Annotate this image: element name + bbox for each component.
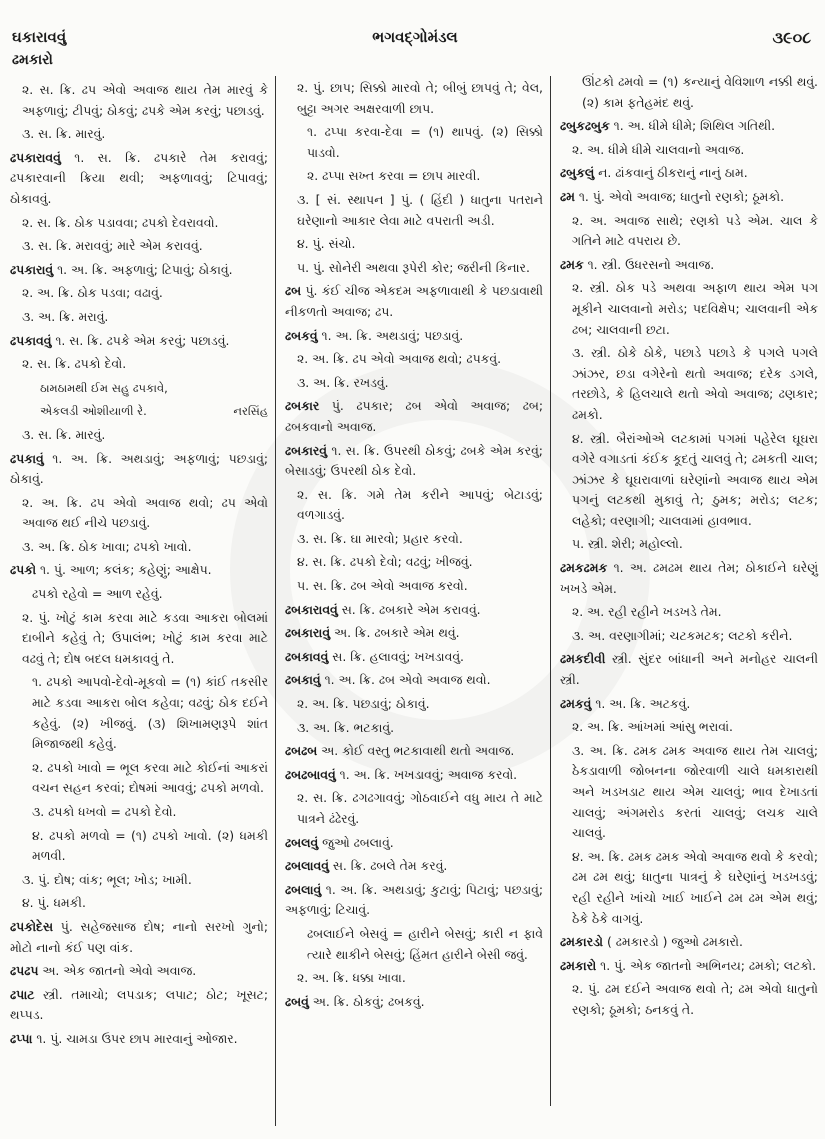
definition-text: પું. સહેજસાજ દોષ; નાનો સરખો ગુનો; મોટો નાનો કંઈ પણ વાંક. — [10, 918, 268, 955]
definition-text: ૫. પું. સોનેરી અથવા રૂપેરી કોર; જરીની કિનાર. — [297, 259, 530, 275]
headword: ઢપકોદેસ — [10, 918, 54, 934]
entry-sense — [560, 741, 818, 844]
headword: ઢમકારો — [560, 957, 597, 973]
definition-text: ૨. પું. ઢમ દઈને અવાજ થવો તે; ઢમ એવો ધાતુનો રણકો; ઠૂમકો; ઠનકવું તે. — [572, 981, 818, 1017]
definition-text: ૩. ઢપકો ધખવો = ઢપકો દેવો. — [32, 804, 177, 819]
definition-text: ૨. ઢપ્પા સખ્ત કરવા = છાપ મારવી. — [307, 168, 481, 184]
entry-sense — [560, 534, 818, 555]
column-left — [10, 80, 268, 1053]
dictionary-entry — [560, 163, 818, 184]
entry-sense — [285, 373, 543, 394]
page-number: ૩૯૦૮ — [772, 28, 811, 47]
headword: ઢપકાવું — [10, 450, 44, 466]
definition-text: ૨. અ. ક્રિ. આંખમાં આંસુ ભરાવાં. — [572, 719, 733, 735]
definition-text: ૪. પું. ધમકી. — [22, 895, 86, 911]
headword: ઢપઢપ — [10, 963, 39, 979]
dictionary-entry — [560, 255, 818, 276]
definition-text: અ. ક્રિ. ઠોકવું; ઢબકવું. — [308, 993, 425, 1009]
entry-sense — [10, 354, 268, 375]
definition-text: ૧. અ. ક્રિ. અથડાવું; કુટાવું; પિટાવું; પછડાવું; અફળાવું; ટિચાવું. — [285, 881, 543, 918]
headword: ઢબ — [285, 283, 302, 299]
entry-sense — [10, 236, 268, 257]
column-right — [560, 72, 818, 1024]
entry-sense — [560, 979, 818, 1020]
dictionary-entry — [285, 856, 543, 877]
dictionary-entry — [560, 187, 818, 208]
entry-sense — [10, 80, 268, 121]
headword: ઢબુકલું — [560, 165, 595, 181]
entry-sense — [10, 425, 268, 446]
definition-text: ૩. [ સં. સ્થાપન ] પું. ( હિંદી ) ધાતુના પતરાને ઘરેણાનો આકાર લેવા માટે વપરાતી અડી. — [297, 191, 543, 228]
definition-text: ૨. સ. ક્રિ. ઠોક પડાવવા; ઢપકો દેવરાવવો. — [22, 214, 219, 230]
dictionary-entry — [10, 985, 268, 1026]
definition-text: ઊંટકો ઢમવો = (૧) કન્યાનું વેવિશાળ નક્કી થવું. (૨) કામ ફતેહમંદ થવું. — [582, 74, 818, 110]
dictionary-entry — [285, 992, 543, 1013]
entry-sense — [10, 213, 268, 234]
entry-sense — [10, 608, 268, 670]
entry-sense — [285, 694, 543, 715]
definition-text: ૪. અ. ક્રિ. ઢમક ઢમક એવો અવાજ થવો કે કરવો; ઢમ ઢમ થવું; ધાતુના પાત્રનું કે ઘરેણાંનું ખડખડવું; રહી રહીને ખાંચો ખાઈ ખાઈને ઢમ ઢમ એમ થવું; ઠેકે ઠેકે વાગવું. — [572, 848, 818, 926]
headword: ઢબઢબ — [285, 743, 318, 759]
dictionary-entry — [10, 449, 268, 490]
quote-attribution: નરસિંહ — [233, 404, 268, 419]
dictionary-entry — [285, 281, 543, 322]
definition-text: ૨. સ. ક્રિ. ઢપકો દેવો. — [22, 356, 127, 372]
definition-text: ૧. અ. ક્રિ. ખખડાવવું; અવાજ કરવો. — [335, 766, 518, 782]
definition-text: સ. ક્રિ. હલાવવું; ખખડાવવું. — [328, 648, 464, 664]
entry-sense — [285, 788, 543, 829]
dictionary-entry — [560, 694, 818, 715]
definition-text: ૪. પું. સંચો. — [297, 236, 356, 252]
entry-sense — [560, 343, 818, 425]
dictionary-entry — [285, 833, 543, 854]
definition-text: ન. ઢાંકવાનું ઠીકરાનું નાનું ઠામ. — [594, 165, 748, 181]
entry-sense — [285, 190, 543, 231]
entry-sense — [560, 717, 818, 738]
headword: ઢમક — [560, 256, 584, 272]
definition-text: ૨. અ. રહી રહીને ખડખડે તેમ. — [572, 604, 722, 620]
dictionary-entry — [285, 741, 543, 762]
entry-sense — [285, 485, 543, 526]
dictionary-entry — [10, 260, 268, 281]
dictionary-entry — [285, 326, 543, 347]
dictionary-entry — [10, 961, 268, 982]
definition-text: ૩. પું. દોષ; વાંક; ભૂલ; ખોડ; ખામી. — [22, 871, 192, 887]
definition-text: ૧. અ. ક્રિ. ઢબ એવો અવાજ થવો. — [320, 672, 491, 688]
dictionary-entry — [10, 148, 268, 210]
entry-sense — [10, 584, 268, 605]
definition-text: ૨. સ્ત્રી. ઠોક પડે અથવા અફાળ થાય એમ પગ મૂકીને ચાલવાનો મરોડ; પદવિક્ષેપ; ચાલવાની એક ઢબ; ચાલવાની છટા. — [572, 280, 818, 337]
left-guide-word: ઘકારાવવું — [12, 28, 67, 46]
entry-sense — [10, 893, 268, 914]
definition-text: ૧. અ. ક્રિ. અફળાવું; ટિપાવું; ઠોકાવું. — [53, 261, 233, 277]
definition-text: ૨. સ. ક્રિ. ઢગઢગાવવું; ગોઠવાઈને વધુ માય તે માટે પાત્રને ઢંઢેરવું. — [297, 790, 543, 826]
definition-text: ૨. અ. ધીમે ધીમે ચાલવાનો અવાજ. — [572, 141, 745, 157]
definition-text: ૧. સ. ક્રિ. ઢપકારે તેમ કરાવવું; ઢપકારવાની ક્રિયા થવી; અફળાવવું; ટિપાવવું; ઠોકાવવું. — [10, 149, 268, 206]
dictionary-entry — [285, 441, 543, 482]
definition-text: ૩. અ. વરણાગીમાં; ચટકમટક; લટકો કરીને. — [572, 627, 793, 643]
dictionary-entry — [285, 623, 543, 644]
definition-text: અ. એક જાતનો એવો અવાજ. — [38, 963, 197, 979]
definition-text: પું. કંઈ ચીજ એકદમ અફળાવાથી કે પછડાવાથી નીકળતો અવાજ; ઢપ. — [285, 283, 543, 319]
definition-text: ૧. પું. એવો અવાજ; ધાતુનો રણકો; ઠૂમકો. — [574, 188, 785, 204]
definition-text: અ. કોઈ વસ્તુ ભટકાવાથી થતો અવાજ. — [317, 743, 515, 759]
definition-text: ૩. અ. ક્રિ. મરાવું. — [22, 308, 109, 324]
definition-text: ૪. ઢપકો મળવો = (૧) ઢપકો ખાવો. (૨) ધમકી મળવી. — [32, 827, 268, 864]
headword: ઢપકાવવું — [10, 332, 52, 348]
headword: ઢબકારવું — [285, 442, 328, 458]
dictionary-entry — [560, 932, 818, 953]
definition-text: ઢપકો રહેવો = આળ રહેવું. — [32, 586, 163, 602]
dictionary-entry — [560, 116, 818, 137]
definition-text: ૨. પું. છાપ; સિક્કો મારવો તે; બીબું છાપવું તે; વેલ, બુટ્ટા અગર અક્ષરવાળી છાપ. — [297, 80, 543, 116]
definition-text: સ્ત્રી. તમાચો; લપડાક; લપાટ; ઠોટ; ખૂસટ; થપ્પડ. — [10, 986, 268, 1023]
entry-sense — [285, 349, 543, 370]
entry-sense — [285, 529, 543, 550]
definition-text: ૧. સ્ત્રી. ઉધરસનો અવાજ. — [583, 256, 715, 272]
entry-sense — [560, 429, 818, 532]
definition-text: ૧. અ. ક્રિ. અથડાવું; અફળાવું; પછડાવું; ઠોકાવું. — [10, 450, 268, 487]
dictionary-entry — [10, 331, 268, 352]
entry-sense — [10, 283, 268, 304]
definition-text: ૫. સ્ત્રી. શેરી; મહોલ્લો. — [572, 536, 683, 552]
entry-sense — [285, 968, 543, 989]
entry-sense — [10, 493, 268, 534]
definition-text: ૧. પું. ચામડા ઉપર છાપ મારવાનું ઓજાર. — [32, 1030, 238, 1046]
entry-sense — [285, 258, 543, 279]
headword: ઢપકારાવું — [10, 261, 54, 277]
entry-sense — [285, 576, 543, 597]
definition-text: ૧. સ. ક્રિ. ઉપરથી ઠોકવું; ઢબકે એમ કરવું; બેસાડવું; ઉપરથી ઠોક દેવો. — [285, 442, 543, 479]
definition-text: ૩. અ. ક્રિ. ભટકાવું. — [297, 719, 395, 735]
dictionary-entry — [560, 956, 818, 977]
headword: ઢપાટ — [10, 986, 35, 1002]
definition-text: સ્ત્રી. સુંદર બાંધાની અને મનોહર ચાલની સ્ત્રી. — [560, 651, 818, 688]
entry-sense — [10, 378, 268, 399]
headword: ઢપ્પા — [10, 1030, 33, 1046]
definition-text: સ. ક્રિ. ઢબકારે એમ કરાવવું. — [337, 601, 481, 617]
dictionary-entry — [285, 396, 543, 437]
column-divider — [275, 76, 276, 1126]
definition-text: અ. ક્રિ. ઢબકારે એમ થવું. — [330, 625, 460, 641]
dictionary-entry — [560, 558, 818, 599]
definition-text: ૨. સ. ક્રિ. ઢપ એવો અવાજ થાય તેમ મારવું કે અફળાવું; ટીપવું; ઠોકવું; ઢપકે એમ કરવું; પછાડવું. — [22, 82, 268, 118]
dictionary-entry — [285, 765, 543, 786]
entry-sense — [560, 602, 818, 623]
definition-text: ૧. અ. ધીમે ધીમે; શિથિલ ગતિથી. — [609, 118, 776, 134]
definition-text: ઠામઠામથી ઈમ સહુ ઢપકાવે, — [40, 380, 168, 395]
headword: ઢબકાર — [285, 398, 320, 414]
dictionary-entry — [285, 600, 543, 621]
definition-text: ૨. ઢપકો ખાવો = ભૂલ કરવા માટે કોઈનાં આકરાં વચન સહન કરવાં; દોષમાં આવવું; ઢપકો મળવો. — [32, 759, 268, 796]
definition-text: ૧. સ. ક્રિ. ઢપકે એમ કરવું; પછાડવું. — [51, 332, 230, 348]
definition-text: ઢબલાઈને બેસવું = હારીને બેસવું; કારી ન ફાવે ત્યારે થાકીને બેસવું; હિંમત હારીને બેસી જવું. — [307, 925, 543, 962]
definition-text: ૧. પું. આળ; કલંક; કહેણું; આક્ષેપ. — [36, 562, 212, 578]
entry-sense — [560, 278, 818, 340]
headword: ઢમકઢમક — [560, 560, 608, 576]
dictionary-entry — [10, 560, 268, 581]
dictionary-entry — [560, 649, 818, 690]
definition-text: ૩. અ. ક્રિ. ઢમક ઢમક અવાજ થાય તેમ ચાલવું; ઠેકડાવાળી જોબનના જોરવાળી ચાલે ધમકારાથી અને ખડખડાટ થાય એમ ચાલવું; ભાવ દેખાડતાં ચાલવું; અંગમરોડ કરતાં ચાલવું; લચક ચાલે ચાલવું. — [572, 742, 818, 841]
continuation-word: ઢમકારો — [12, 52, 53, 68]
headword: ઢમકવું — [560, 695, 592, 711]
page-title: ભગવદ્ગોમંડલ — [372, 28, 458, 46]
dictionary-entry — [285, 647, 543, 668]
entry-sense — [10, 870, 268, 891]
definition-text: ૨. અ. ક્રિ. ઠોક પડવા; વઢાવું. — [22, 285, 163, 301]
definition-text: ૫. સ. ક્રિ. ઢબ એવો અવાજ કરવો. — [297, 578, 468, 594]
definition-text: ૪. સ્ત્રી. બૈરાંઓએ લટકામાં પગમાં પહેરેલ ઘૂઘરા વગેરે વગાડતાં કંઈક કૂદતું ચાલવું તે; ઢમકતી ચાલ; ઝાંઝર કે ઘૂઘરાવાળાં ઘરેણાંનો અવાજ થાય એમ પગનું લટકથી મુકાવું તે; ઠુમક; મરોડ; લટક; લહેકો; વરણાગી; ચાલવામાં હાવભાવ. — [572, 430, 818, 528]
definition-text: ૨. અ. અવાજ સાથે; રણકો પડે એમ. ચાલ કે ગતિને માટે વપરાય છે. — [572, 212, 818, 249]
definition-text: ૧. ઢપકો આપવો-દેવો-મૂકવો = (૧) કાંઈ તકસીર માટે કડવા આકરા બોલ કહેવા; વઢવું; ઠોક દઈને કહેવું. (૨) ખીજવું. (૩) શિખામણરૂપે શાંત મિજાજથી કહેવું. — [32, 674, 268, 752]
definition-text: ૧. ઢપ્પા કરવા-દેવા = (૧) થાપવું. (૨) સિક્કો પાડવો. — [307, 124, 543, 160]
headword: ઢમ — [560, 188, 575, 204]
definition-text: ૧. અ. ઢમઢમ થાય તેમ; ઠોકાઈને ઘરેણું ખખડે એમ. — [560, 560, 818, 596]
definition-text: ૧. અ. ક્રિ. અટકવું. — [591, 695, 691, 711]
entry-sense — [285, 718, 543, 739]
definition-text: ૨. અ. ક્રિ. ઢપ એવો અવાજ થવો; ઢપ એવો અવાજ થઈ નીચે પછડાવું. — [22, 494, 268, 531]
definition-text: જુઓ ઢબલાવું. — [318, 834, 394, 850]
headword: ઢબકારાવું — [285, 625, 331, 641]
headword: ઢબકારાવવું — [285, 601, 338, 617]
entry-sense — [560, 140, 818, 161]
definition-text: ૧. અ. ક્રિ. અથડાવું; પછડાવું. — [317, 327, 464, 343]
headword: ઢબકાવવું — [285, 648, 329, 664]
entry-sense — [285, 166, 543, 187]
headword: ઢબવું — [285, 993, 309, 1009]
definition-text: ૩. સ્ત્રી. ઠોકે ઠોકે, પછાડે પછાડે કે પગલે પગલે ઝાંઝર, છડા વગેરેનો થતો અવાજ; દરેક ડગલે, તરછોડે, કે હિલચાલે થતો એવો અવાજ; ઢણકાર; ઢમકો. — [572, 345, 818, 422]
dictionary-entry — [10, 1029, 268, 1050]
entry-sense — [10, 802, 268, 823]
definition-text: ૩. અ. ક્રિ. રખડવું. — [297, 374, 389, 390]
definition-text: ૨. અ. ક્રિ. પછડાવું; ઠોકાવું. — [297, 696, 430, 712]
entry-sense — [560, 847, 818, 929]
headword: ઢબઢબાવવું — [285, 766, 336, 782]
headword: ઢમકારડો — [560, 934, 603, 950]
entry-sense — [285, 122, 543, 163]
definition-text: ૨. સ. ક્રિ. ગમે તેમ કરીને આપવું; બેટાડવું; વળગાડવું. — [297, 486, 543, 523]
entry-sense — [560, 211, 818, 252]
entry-sense — [285, 924, 543, 965]
entry-sense — [285, 552, 543, 573]
definition-text: એકલડી ઓશીયાળી રે. — [40, 404, 147, 419]
page-header — [0, 28, 825, 52]
headword: ઢબકવું — [285, 327, 318, 343]
entry-sense — [285, 78, 543, 119]
column-middle — [285, 78, 543, 1015]
headword: ઢબલાવું — [285, 881, 322, 897]
definition-text: ૨. અ. ક્રિ. ધક્કા ખાવા. — [297, 970, 406, 986]
entry-sense — [10, 537, 268, 558]
headword: ઢપકો — [10, 562, 37, 578]
dictionary-entry — [285, 880, 543, 921]
dictionary-entry — [285, 670, 543, 691]
headword: ઢમકદીવી — [560, 651, 606, 667]
entry-sense — [10, 124, 268, 145]
definition-text: પું. ઢપકાર; ઢબ એવો અવાજ; ઢબ; ઢબકવાનો અવાજ. — [285, 398, 543, 434]
headword: ઢપકારાવવું — [10, 149, 61, 165]
definition-text: ( ઢમકારડો ) જુઓ ઢમકારો. — [603, 934, 743, 950]
entry-sense — [10, 758, 268, 799]
definition-text: ૩. સ. ક્રિ. ઘા મારવો; પ્રહાર કરવો. — [297, 530, 463, 546]
entry-sense — [560, 626, 818, 647]
entry-sense — [10, 672, 268, 754]
dictionary-entry — [10, 917, 268, 958]
entry-sense — [560, 72, 818, 113]
headword: ઢબકાવું — [285, 672, 321, 688]
column-divider — [550, 76, 551, 1106]
definition-text: ૩. સ. ક્રિ. મારવું. — [22, 126, 106, 142]
entry-sense — [285, 234, 543, 255]
definition-text: સ. ક્રિ. ઢબલે તેમ કરવું. — [328, 858, 448, 874]
definition-text: ૩. અ. ક્રિ. ઠોક ખાવા; ઢપકો ખાવો. — [22, 538, 192, 554]
definition-text: ૧. પું. એક જાતનો અભિનય; ઢમકો; લટકો. — [596, 957, 817, 973]
definition-text: ૩. સ. ક્રિ. મરાવવું; મારે એમ કરાવવું. — [22, 238, 203, 254]
headword: ઢબલાવવું — [285, 858, 329, 874]
entry-sense — [10, 826, 268, 867]
entry-sense — [10, 401, 268, 422]
entry-sense — [10, 307, 268, 328]
headword: ઢબલવું — [285, 834, 319, 850]
definition-text: ૩. સ. ક્રિ. મારવું. — [22, 426, 106, 442]
definition-text: ૪. સ. ક્રિ. ઢપકો દેવો; વઢવું; ખીજવું. — [297, 554, 473, 570]
headword: ઢબુકઢબુક — [560, 118, 610, 134]
definition-text: ૨. પું. ખોટું કામ કરવા માટે કડવા આકરા બોલમાં દાબીને કહેવું તે; ઉપાલંભ; ખોટું કામ કરવા માટે વઢવું તે; દોષ બદલ ધમકાવવું તે. — [22, 609, 268, 666]
definition-text: ૨. અ. ક્રિ. ઢપ એવો અવાજ થવો; ઢપકવું. — [297, 351, 502, 367]
